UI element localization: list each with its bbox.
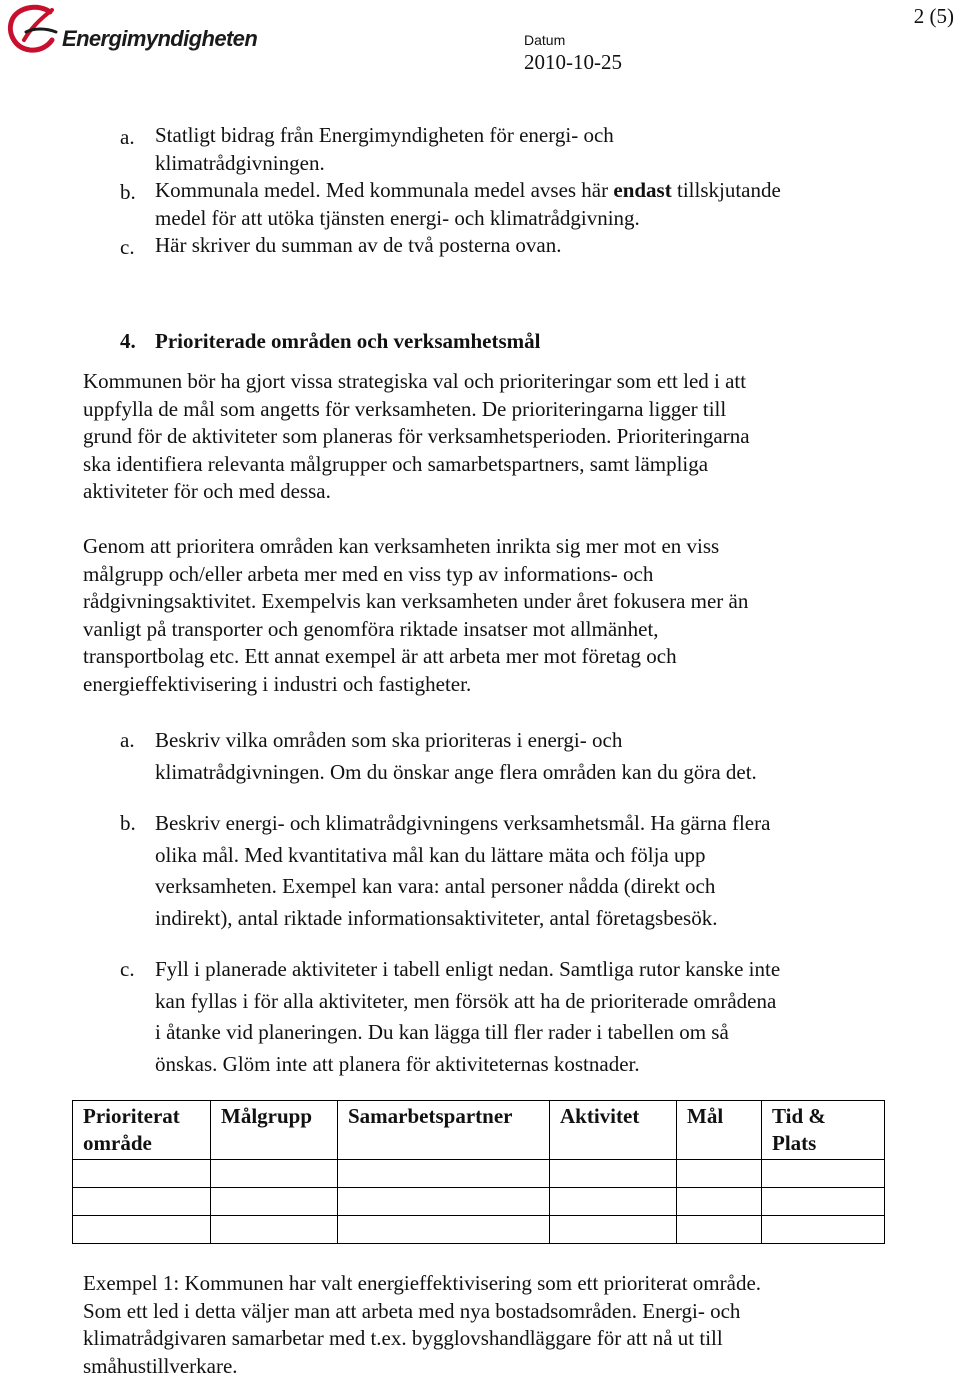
paragraph2-line: energieffektivisering i industri och fastigheter. [83,671,471,699]
table-cell[interactable] [338,1188,550,1216]
paragraph1-line: grund för de aktiviteter som planeras för verksamhetsperioden. Prioriteringarna [83,423,750,451]
paragraph2-line: vanligt på transporter och genomföra riktade insatser mot allmänhet, [83,616,659,644]
table-cell[interactable] [677,1160,762,1188]
column-header-mal: Mål [677,1101,762,1160]
paragraph1-line: uppfylla de mål som angetts för verksamheten. De prioriteringarna ligger till [83,396,726,424]
table-cell[interactable] [338,1216,550,1244]
table-cell[interactable] [762,1188,885,1216]
date-value: 2010-10-25 [524,50,622,75]
example1-line: småhustillverkare. [83,1353,238,1380]
page-number: 2 (5) [914,4,954,29]
table-cell[interactable] [211,1216,338,1244]
example1-line: Som ett led i detta väljer man att arbeta med nya bostadsområden. Energi- och [83,1298,740,1326]
activity-table [72,1100,885,1244]
question-c-line: i åtanke vid planeringen. Du kan lägga till fler rader i tabellen om så [155,1017,780,1049]
table-cell[interactable] [677,1216,762,1244]
funding-item-b-line1: Kommunala medel. Med kommunala medel avses här endast tillskjutande [155,177,781,205]
funding-item-a-line2: klimatrådgivningen. [155,150,325,178]
question-b-line: indirekt), antal riktade informationsaktiviteter, antal företagsbesök. [155,903,770,935]
question-b-line: Beskriv energi- och klimatrådgivningens verksamhetsmål. Ha gärna flera [155,808,770,840]
paragraph1-line: aktiviteter för och med dessa. [83,478,331,506]
question-c-line: Fyll i planerade aktiviteter i tabell enligt nedan. Samtliga rutor kanske inte [155,954,780,986]
example1-line: klimatrådgivaren samarbetar med t.ex. bygglovshandläggare för att nå ut till [83,1325,723,1353]
table-cell[interactable] [73,1216,211,1244]
paragraph2-line: Genom att prioritera områden kan verksamheten inrikta sig mer mot en viss [83,533,719,561]
column-header-prioriterat-omrade: Prioriterat område [73,1101,211,1160]
question-b-line: olika mål. Med kvantitativa mål kan du lättare mäta och följa upp [155,840,770,872]
table-cell[interactable] [211,1188,338,1216]
table-cell[interactable] [762,1216,885,1244]
table-cell[interactable] [550,1216,677,1244]
section-title: Prioriterade områden och verksamhetsmål [155,329,541,354]
date-label: Datum [524,32,565,48]
list-letter: c. [120,957,135,982]
table-row [73,1188,885,1216]
funding-item-c-line1: Här skriver du summan av de två posterna ovan. [155,232,561,260]
question-b-line: verksamheten. Exempel kan vara: antal personer nådda (direkt och [155,871,770,903]
logo-swirl-icon [6,2,62,58]
table-row [73,1216,885,1244]
list-letter: b. [120,180,136,205]
table-cell[interactable] [338,1160,550,1188]
table-cell[interactable] [550,1160,677,1188]
question-c-line: kan fyllas i för alla aktiviteter, men försök att ha de prioriterade områdena [155,986,780,1018]
energimyndigheten-logo [6,2,256,58]
funding-item-b-line2: medel för att utöka tjänsten energi- och klimatrådgivning. [155,205,640,233]
column-header-malgrupp: Målgrupp [211,1101,338,1160]
paragraph2-line: rådgivningsaktivitet. Exempelvis kan verksamheten under året fokusera mer än [83,588,748,616]
question-a-line: klimatrådgivningen. Om du önskar ange flera områden kan du göra det. [155,757,757,789]
emphasis-endast: endast [613,178,671,202]
question-c-line: önskas. Glöm inte att planera för aktiviteternas kostnader. [155,1049,780,1081]
question-c [155,954,780,1080]
question-a-line: Beskriv vilka områden som ska prioriteras i energi- och [155,725,757,757]
list-letter: b. [120,811,136,836]
question-a [155,725,757,788]
list-letter: a. [120,125,135,150]
paragraph2-line: målgrupp och/eller arbeta mer med en viss typ av informations- och [83,561,653,589]
table-header-row [73,1101,885,1160]
example1-line: Exempel 1: Kommunen har valt energieffektivisering som ett prioriterat område. [83,1270,761,1298]
paragraph1-line: Kommunen bör ha gjort vissa strategiska val och prioriteringar som ett led i att [83,368,746,396]
table-cell[interactable] [73,1188,211,1216]
table-cell[interactable] [550,1188,677,1216]
paragraph2-line: transportbolag etc. Ett annat exempel är att arbeta mer mot företag och [83,643,677,671]
column-header-samarbetspartner: Samarbetspartner [338,1101,550,1160]
table-cell[interactable] [73,1160,211,1188]
column-header-aktivitet: Aktivitet [550,1101,677,1160]
table-cell[interactable] [677,1188,762,1216]
list-letter: c. [120,235,135,260]
logo-text: Energimyndigheten [62,26,257,52]
list-letter: a. [120,728,135,753]
table-cell[interactable] [211,1160,338,1188]
funding-item-a-line1: Statligt bidrag från Energimyndigheten för energi- och [155,122,614,150]
column-header-tid-plats: Tid & Plats [762,1101,885,1160]
table-cell[interactable] [762,1160,885,1188]
paragraph1-line: ska identifiera relevanta målgrupper och samarbetspartners, samt lämpliga [83,451,708,479]
question-b [155,808,770,934]
table-row [73,1160,885,1188]
section-number: 4. [120,329,136,354]
